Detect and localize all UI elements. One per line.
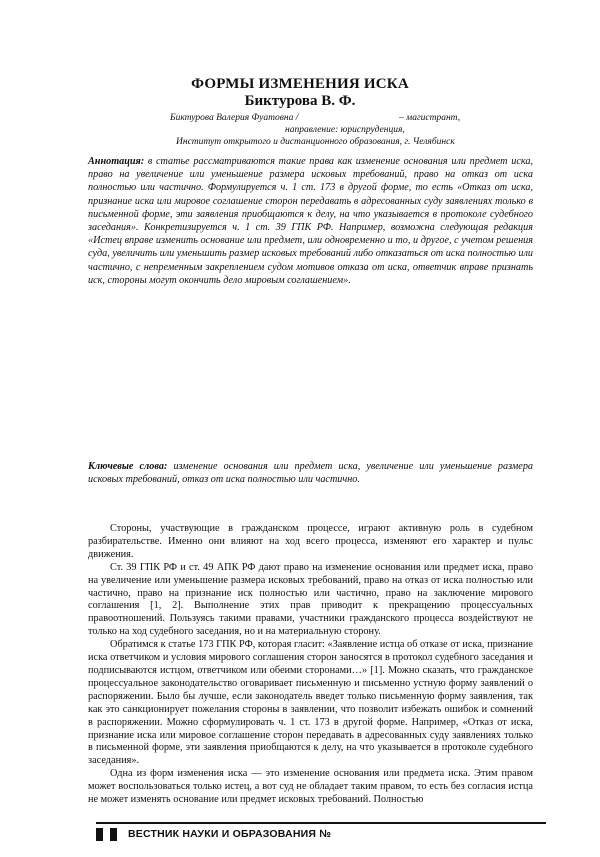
keywords-text: изменение основания или предмет иска, увеличение или уменьшение размера исковых требований, отказ от иска полностью или частично. [88, 461, 534, 486]
abstract [88, 155, 533, 287]
body-paragraph: Стороны, участвующие в гражданском процессе, играют активную роль в судебном разбирательстве. Именно они влияют на ход всего процесса, изменяют его характер и пульс движения. [88, 523, 533, 560]
body-paragraph: Одна из форм изменения иска — это изменение основания или предмета иска. Этим правом может воспользоваться только истец, а вот суд не обладает таким правом, то есть без согласия истца не может изменять основание или предмет исковых требований. Полностью [88, 768, 533, 806]
keywords-label: Ключевые слова: [88, 461, 168, 472]
footer-square-icon [96, 828, 103, 841]
affiliation-institute: Институт открытого и дистанционного образования, г. Челябинск [176, 137, 455, 147]
footer-divider [96, 822, 546, 824]
affiliation-field: направление: юриспруденция, [285, 125, 405, 135]
abstract-text: в статье рассматриваются такие права как изменение основания или предмет иска, право на увеличение или уменьшение размера исковых требований, право на отказ от иска полностью или частично. Формулируется ч. 1 ст. 173 в другой форме, то есть «Отказ от иска, признание иска или мировое соглашение сторон передавать в адресованных суду заявлениях только в письменной форме, эти заявления приобщаются к делу, на что указывается в протоколе судебного заседания». Конкретизируется ч. 1 ст. 39 ГПК РФ. Например, возможна следующая редакция «Истец вправе изменить основание или предмет, или одновременно и то, и другое, с учетом решения суда, увеличить или уменьшить размер исковых требований либо отказаться от иска полностью или частично, с непременным закреплением судом мотивов отказа от иска, ответчик вправе признать иск, стороны могут окончить дело мировым соглашением». [88, 156, 533, 286]
body-paragraph: Обратимся к статье 173 ГПК РФ, которая гласит: «Заявление истца об отказе от иска, признание иска ответчиком и условия мирового соглашения сторон заносятся в протокол судебного заседания и подписываются истцом, ответчиком или обеими сторонами…» [1]. Можно сказать, что гражданское процессуальное законодательство оговаривает письменную и письменно устную форму заявлений о распоряжении. Было бы лучше, если законодатель введет только письменную форму заявления, так как это санкционирует пожелания стороны в заявлении, что позволит избежать ошибок и сомнений в распоряжении. Можно сформулировать ч. 1 ст. 173 в другой форме. Например, «Отказ от иска, признание иска или мировое соглашение сторон передавать в адресованных суду заявлениях только в письменной форме, эти заявления приобщаются к делу, на что указывается в протоколе судебного заседания». [88, 639, 533, 767]
journal-name: ВЕСТНИК НАУКИ И ОБРАЗОВАНИЯ № [128, 828, 332, 840]
keywords [88, 460, 533, 486]
footer-square-icon [110, 828, 117, 841]
abstract-label: Аннотация: [88, 156, 145, 167]
article-body [88, 523, 533, 807]
affiliation-role: – магистрант, [399, 113, 461, 123]
article-author: Биктурова В. Ф. [244, 93, 356, 109]
affiliation-name: Биктурова Валерия Фуатовна / [170, 113, 299, 123]
body-paragraph: Ст. 39 ГПК РФ и ст. 49 АПК РФ дают право на изменение основания или предмет иска, право на увеличение или уменьшение размера исковых требований, право на отказ от иска полностью или частично, право на признание иск полностью или частично, право на заключение мирового соглашения [1, 2]. Выполнение этих прав приводит к прекращению процессуальных правоотношений. Пользуясь такими правами, участники гражданского процесса воздействуют не только на ход судебного заседания, но и на материальную сторону. [88, 561, 533, 638]
page-footer [96, 827, 331, 841]
article-title: ФОРМЫ ИЗМЕНЕНИЯ ИСКА [191, 76, 409, 92]
